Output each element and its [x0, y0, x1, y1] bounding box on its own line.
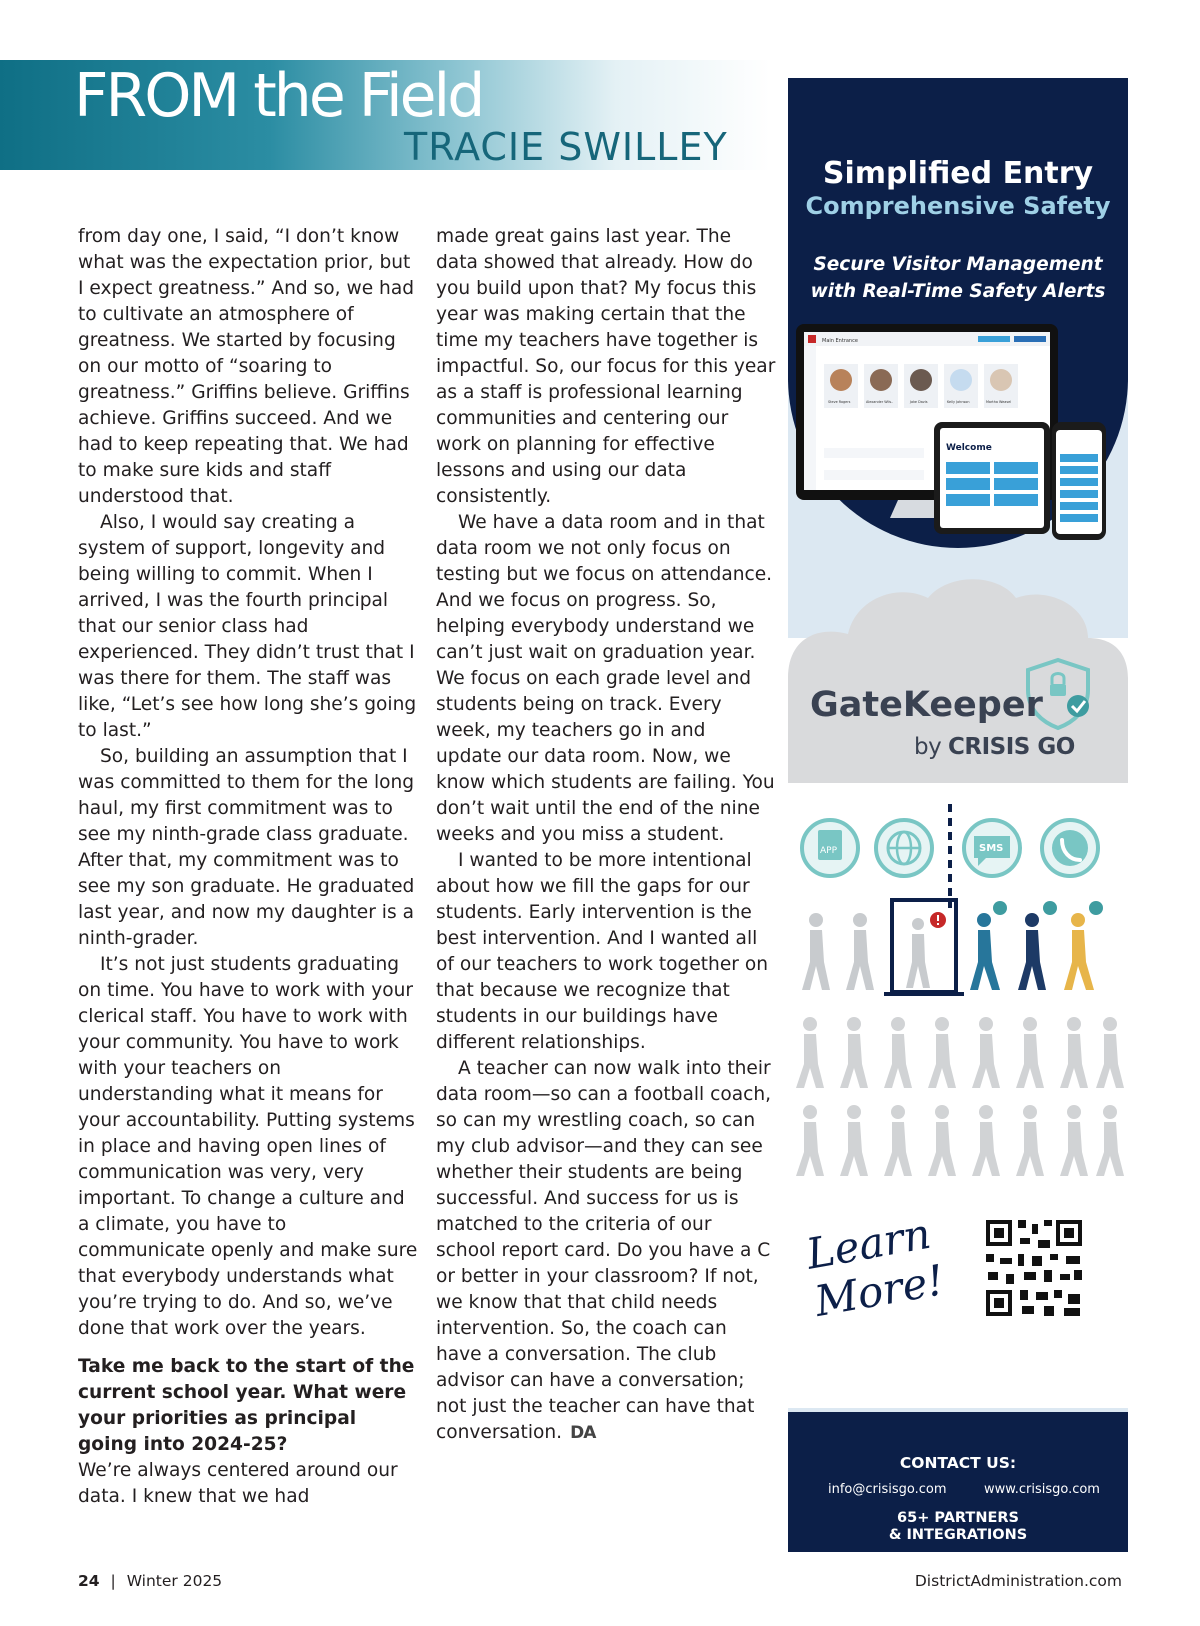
app-icon: [802, 820, 858, 876]
phone-mockup: [1052, 422, 1106, 540]
paragraph: made great gains last year. The data showed that already. How do you build upon that? My focus this year was making certain that the time my teachers have together is impactful. So, our focus for this year as a staff is professional learning communities and centering our work on planning for effective lessons and using our data consistently.: [436, 226, 776, 507]
partners-callout: [788, 1510, 1128, 1544]
tablet-tile: [994, 478, 1038, 490]
partners-line: & INTEGRATIONS: [888, 1527, 1028, 1543]
paragraph-last: [436, 1056, 776, 1446]
svg-text:SMS: SMS: [979, 843, 1004, 854]
ad-graphics: [788, 78, 1128, 1552]
learn-more-script: Learn More!: [802, 1208, 948, 1327]
svg-text:Steve Rogers: Steve Rogers: [828, 400, 851, 404]
svg-text:Alexander Wils..: Alexander Wils..: [866, 400, 894, 404]
paragraph: We’re always centered around our data. I knew that we had: [78, 1460, 398, 1507]
visitor-card-4: [944, 364, 978, 408]
page-number: 24: [78, 1572, 100, 1590]
avatar: [910, 369, 932, 391]
crowd-row-1: [796, 1017, 1124, 1088]
folio: [78, 1572, 222, 1590]
paragraph: from day one, I said, “I don’t know what was the expectation prior, but I expect greatness.” And so, we had to cultivate an atmosphere of greatness. We started by focusing on our motto of “soaring to greatness.” Griffins believe. Griffins achieve. Griffins succeed. And we had to keep repeating that. We had to make sure kids and staff understood that.: [78, 226, 415, 507]
channel-icons: [802, 804, 1098, 908]
folio-separator: |: [110, 1572, 116, 1590]
by-crisisgo: [914, 734, 1075, 760]
walker-blue: [970, 913, 1000, 990]
tablet-tile: [946, 462, 990, 474]
paragraph: I wanted to be more intentional about how we fill the gaps for our students. Early intervention is the best intervention. And I wanted all of our teachers to work together on that because we recognize that students in our buildings have different relationships.: [436, 850, 768, 1053]
article-column-right: [436, 224, 776, 1446]
gatekeeper-logo-text: GateKeeper: [810, 685, 1043, 725]
article-column-left: [78, 224, 418, 1510]
check-badges: [993, 901, 1103, 915]
avatar: [950, 369, 972, 391]
screen-button: [978, 336, 1010, 342]
svg-text:Martha Weasel: Martha Weasel: [986, 400, 1012, 404]
visitor-card-2: [864, 364, 898, 408]
ad-subheadline: Comprehensive Safety: [805, 192, 1111, 220]
svg-text:Kelly Johnson: Kelly Johnson: [947, 400, 970, 404]
screen-logo: [808, 335, 816, 343]
contact-email-link[interactable]: info@crisisgo.com: [828, 1482, 947, 1497]
tablet-tile: [946, 494, 990, 506]
da-end-mark: DA: [570, 1423, 596, 1443]
author-name: TRACIE SWILLEY: [404, 125, 728, 169]
avatar: [990, 369, 1012, 391]
walker-gold: [1064, 913, 1094, 990]
crisisgo-brand: CRISIS GO: [948, 734, 1075, 760]
screen-sidebar: [804, 346, 816, 490]
paragraph: So, building an assumption that I was committed to them for the long haul, my first commitment was to see my ninth-grade class graduate. After that, my commitment was to see my son graduate. He graduated last year, and now my daughter is a ninth-grader.: [78, 746, 415, 949]
visitor-card-5: [984, 364, 1018, 408]
ad-tagline-line: with Real-Time Safety Alerts: [810, 281, 1106, 302]
by-prefix: by: [914, 734, 949, 760]
phone-call-icon: [1042, 820, 1098, 876]
ad-headline: Simplified Entry: [822, 156, 1094, 191]
screen-button: [1014, 336, 1046, 342]
crisisgo-advertisement[interactable]: [788, 78, 1128, 1552]
tablet-tile: [946, 478, 990, 490]
walker-navy: [1018, 913, 1046, 990]
tablet-mockup: [934, 422, 1050, 534]
avatar: [870, 369, 892, 391]
screen-main-entrance: Main Entrance: [822, 338, 858, 344]
svg-text:APP: APP: [820, 846, 838, 856]
screen-row: [824, 470, 924, 480]
tablet-tile: [994, 462, 1038, 474]
qr-code: [984, 1218, 1084, 1318]
tablet-welcome: Welcome: [946, 443, 992, 453]
issue-label: Winter 2025: [126, 1572, 223, 1590]
walking-figures: [802, 901, 1103, 990]
globe-icon: [876, 820, 932, 876]
section-title: FROM the Field: [74, 61, 483, 131]
contact-title: CONTACT US:: [899, 1454, 1017, 1472]
visitor-card-1: [824, 364, 858, 408]
sms-icon: [964, 820, 1020, 876]
paragraph-text: A teacher can now walk into their data room—so can a football coach, so can my wrestling coach, so can my club advisor—and they can see whether their students are being successful. And success for us is matched to the criteria of our school report card. Do you have a C or better in your classroom? If not, we know that that child needs intervention. So, the coach can have a conversation. The club advisor can have a conversation; not just the teacher can have that conversation.: [436, 1058, 772, 1443]
contact-website-link[interactable]: www.crisisgo.com: [984, 1482, 1100, 1497]
paragraph: Also, I would say creating a system of support, longevity and being willing to commit. When I arrived, I was the fourth principal that our senior class had experienced. They didn’t trust that I was there for them. The staff was like, “Let’s see how long she’s going to last.”: [78, 512, 417, 741]
partners-line: 65+ PARTNERS: [897, 1510, 1019, 1526]
visitor-card-3: [904, 364, 938, 408]
site-url[interactable]: DistrictAdministration.com: [914, 1572, 1122, 1590]
paragraph: It’s not just students graduating on time. You have to work with your clerical staff. You have to work with your community. You have to work with your teachers on understanding what it means for your accountability. Putting systems in place and having open lines of communication was very, very important. To change a culture and a climate, you have to communicate openly and make sure that everybody understands what you’re trying to do. And so, we’ve done that work over the years.: [78, 954, 418, 1339]
avatar: [830, 369, 852, 391]
crowd-row-2: [796, 1105, 1124, 1176]
tablet-tile: [994, 494, 1038, 506]
ad-tagline-line: Secure Visitor Management: [813, 254, 1103, 275]
paragraph: We have a data room and in that data room we not only focus on testing but we focus on attendance. And we focus on progress. So, helping everybody understand we can’t just wait on graduation year. We focus on each grade level and students being on track. Every week, my teachers go in and update our data room. Now, we know which students are failing. You don’t wait until the end of the nine weeks and you miss a student.: [436, 512, 775, 845]
interview-question: Take me back to the start of the current school year. What were your priorities as principal going into 2024-25?: [78, 1356, 415, 1455]
svg-text:Jake Davis: Jake Davis: [910, 400, 928, 404]
screen-row: [824, 448, 924, 458]
